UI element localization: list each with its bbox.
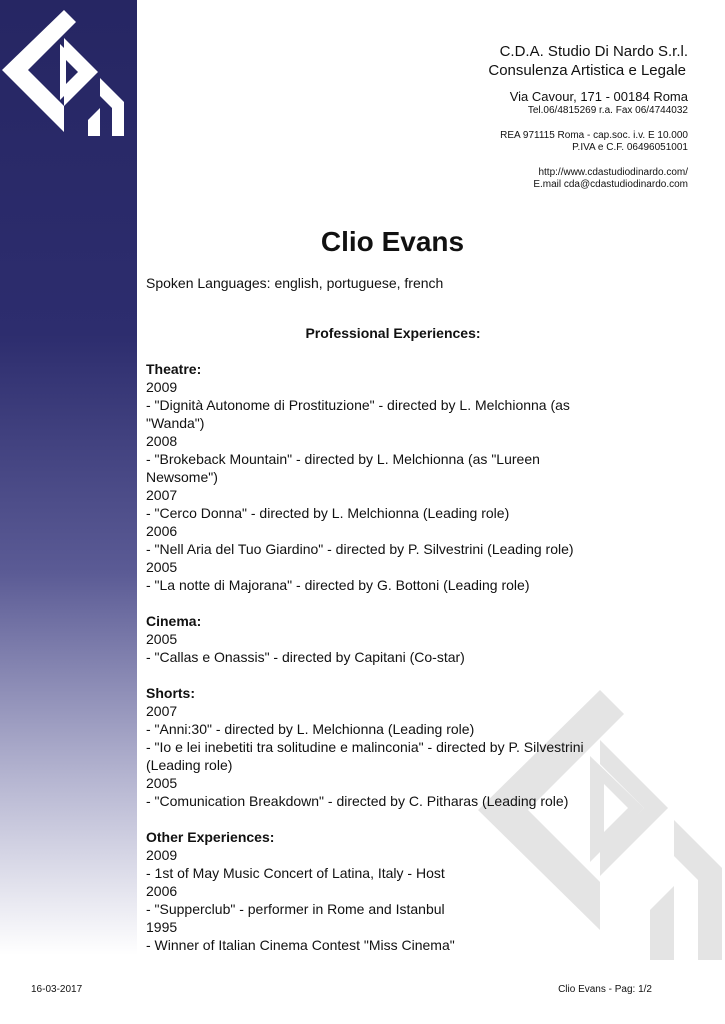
list-item: 2008 — [146, 433, 178, 449]
list-item: - "Supperclub" - performer in Rome and Istanbul — [146, 901, 445, 917]
sidebar-band — [0, 0, 137, 955]
list-item: 2005 — [146, 775, 178, 791]
list-item: "Wanda") — [146, 415, 205, 431]
list-item: - "Brokeback Mountain" - directed by L. Melchionna (as "Lureen — [146, 451, 540, 467]
footer-date: 16-03-2017 — [31, 984, 83, 995]
list-item: 2006 — [146, 883, 178, 899]
list-item: - "Cerco Donna" - directed by L. Melchionna (Leading role) — [146, 505, 510, 521]
cda-logo-icon — [0, 8, 128, 136]
footer-page-number: Clio Evans - Pag: 1/2 — [558, 984, 652, 995]
list-item: - "Comunication Breakdown" - directed by C. Pitharas (Leading role) — [146, 793, 569, 809]
list-item: 2005 — [146, 631, 178, 647]
company-vat: P.IVA e C.F. 06496051001 — [572, 142, 688, 153]
list-item: - "Dignità Autonome di Prostituzione" - directed by L. Melchionna (as — [146, 397, 570, 413]
experiences-heading: Professional Experiences: — [305, 325, 481, 341]
company-address: Via Cavour, 171 - 00184 Roma — [509, 89, 688, 104]
list-item: 2006 — [146, 523, 178, 539]
list-item: 2009 — [146, 847, 178, 863]
list-item: 2007 — [146, 703, 178, 719]
company-subtitle: Consulenza Artistica e Legale — [488, 62, 686, 79]
list-item: - Winner of Italian Cinema Contest "Miss Cinema" — [146, 937, 455, 953]
company-name: C.D.A. Studio Di Nardo S.r.l. — [499, 43, 688, 60]
section-title: Theatre: — [146, 361, 202, 377]
list-item: 2009 — [146, 379, 178, 395]
list-item: 2005 — [146, 559, 178, 575]
cv-content — [146, 274, 616, 972]
company-header — [488, 42, 688, 191]
section-title: Other Experiences: — [146, 829, 275, 845]
person-name: Clio Evans — [320, 226, 465, 257]
section-theatre — [146, 360, 616, 594]
section-title: Shorts: — [146, 685, 195, 701]
list-item: (Leading role) — [146, 757, 233, 773]
list-item: - 1st of May Music Concert of Latina, Italy - Host — [146, 865, 445, 881]
section-other — [146, 828, 616, 954]
company-website[interactable]: http://www.cdastudiodinardo.com/ — [538, 167, 688, 178]
list-item: - "Io e lei inebetiti tra solitudine e malinconia" - directed by P. Silvestrini — [146, 739, 584, 755]
list-item: - "La notte di Majorana" - directed by G. Bottoni (Leading role) — [146, 577, 530, 593]
company-phone: Tel.06/4815269 r.a. Fax 06/4744032 — [527, 105, 688, 116]
section-shorts — [146, 684, 616, 810]
list-item: - "Callas e Onassis" - directed by Capitani (Co-star) — [146, 649, 465, 665]
company-email[interactable]: E.mail cda@cdastudiodinardo.com — [533, 179, 688, 190]
list-item: - "Anni:30" - directed by L. Melchionna (Leading role) — [146, 721, 475, 737]
list-item: 2007 — [146, 487, 178, 503]
section-cinema — [146, 612, 616, 666]
spoken-languages: Spoken Languages: english, portuguese, french — [146, 275, 444, 291]
list-item: - "Nell Aria del Tuo Giardino" - directed by P. Silvestrini (Leading role) — [146, 541, 574, 557]
list-item: 1995 — [146, 919, 178, 935]
section-title: Cinema: — [146, 613, 202, 629]
list-item: Newsome") — [146, 469, 218, 485]
company-rea: REA 971115 Roma - cap.soc. i.v. E 10.000 — [500, 130, 688, 141]
